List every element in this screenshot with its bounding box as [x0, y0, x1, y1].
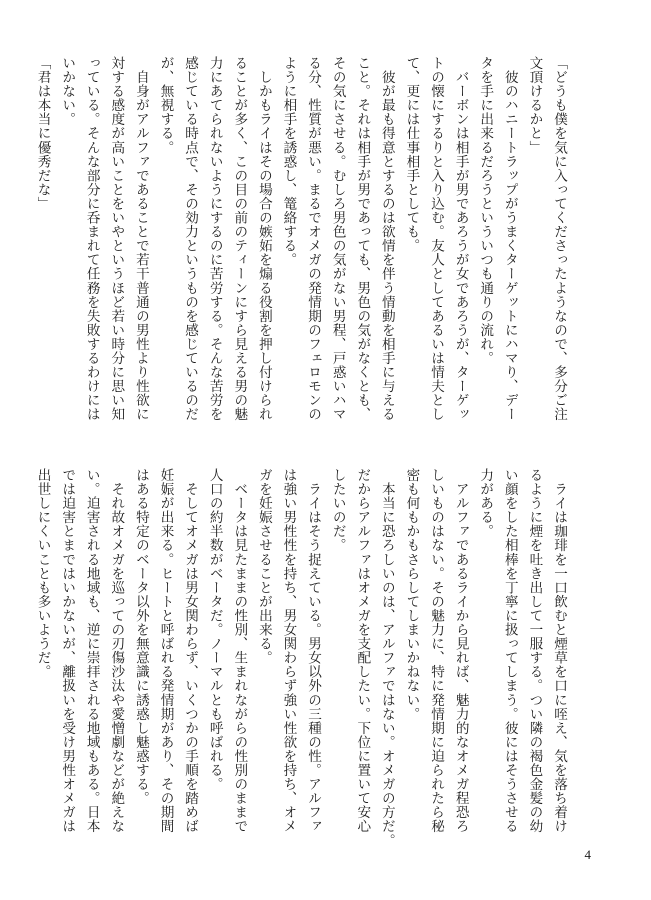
text-line: ガを妊娠させることが出来る。 [255, 468, 272, 665]
text-block-upper [34, 56, 571, 446]
text-line: 彼のハニートラップがうまくターゲットにハマり、デー [501, 56, 518, 422]
text-line: 密も何もかもさらしてしまいかねない。 [403, 468, 420, 721]
text-line: る分、性質が悪い。まるでオメガの発情期のフェロモンの [305, 56, 322, 422]
text-line: ライは珈琲を一口飲むと煙草を口に咥え、気を落ち着け [551, 468, 567, 834]
text-line: 出世しにくいことも多いようだ。 [34, 468, 51, 679]
text-line: 彼が最も得意とするのは欲情を伴う情動を相手に与える [378, 56, 395, 422]
text-line: っている。そんな部分に呑まれて任務を失敗するわけには [83, 56, 100, 422]
text-line: ように相手を誘惑し、篭絡する。 [280, 56, 297, 267]
text-line: ベータは見たままの性別、生まれながらの性別のままで [231, 468, 248, 834]
text-line: トの懐にするりと入り込む。友人としてあるいは情夫とし [428, 56, 445, 422]
text-line: だからアルファはオメガを支配したい。下位に置いて安心 [354, 468, 371, 834]
text-line: 文頂けるかと」 [526, 56, 543, 155]
text-line: 力がある。 [477, 468, 494, 539]
text-line: その気にさせる。むしろ男色の気がない男程、戸惑いハマ [329, 56, 346, 422]
text-line: しいものはない。その魅力に、特に発情期に迫られたら秘 [428, 468, 445, 834]
text-line: 本当に恐ろしいのは、アルファではない。オメガの方だ。 [378, 468, 395, 848]
text-line: 妊娠が出来る。ヒートと呼ばれる発情期があり、その期間 [157, 468, 174, 834]
text-line: こと。それは相手が男であっても、男色の気がなくとも、 [354, 56, 371, 422]
text-line: い。迫害される地域も、逆に崇拝される地域もある。日本 [83, 468, 100, 834]
text-line: るように煙を吐き出して一服する。つい隣の褐色金髪の幼 [526, 468, 543, 834]
text-line: そしてオメガは男女関わらず、いくつかの手順を踏めば [182, 468, 199, 834]
text-line: 対する感度が高いことをいやというほど若い時分に思い知 [108, 56, 125, 422]
page-number: 4 [584, 847, 591, 862]
text-line: しかもライはその場合の嫉妬を煽る役割を押し付けられ [255, 56, 272, 422]
text-line: それ故オメガを巡っての刃傷沙汰や愛憎劇などが絶えな [108, 468, 125, 834]
text-line: タを手に出来るだろうといういつも通りの流れ。 [477, 56, 494, 366]
text-line: では迫害とまではいかないが、離扱いを受け男性オメガは [59, 468, 76, 834]
text-line: バーボンは相手が男であろうが女であろうが、ターゲッ [452, 56, 469, 422]
text-line: 「君は本当に優秀だな」 [34, 56, 51, 211]
text-line: は強い男性性を持ち、男女関わらず強い性欲を持ち、オメ [280, 468, 297, 834]
text-line: はある特定のベータ以外を無意識に誘惑し魅惑する。 [132, 468, 149, 806]
text-line: 感じている時点で、その効力というものを感じているのだ [182, 56, 199, 422]
text-line: 自身がアルファであることで若干普通の男性より性欲に [132, 56, 149, 422]
text-line: 力にあてられないようにするのに苦労する。そんな苦労を [206, 56, 223, 422]
text-line: ライはそう捉えている。男女以外の三種の性。アルファ [305, 468, 322, 834]
text-block-lower [34, 468, 571, 848]
text-line: したいのだ。 [329, 468, 346, 553]
text-line: ることが多く、この目の前のティーンにすら見える男の魅 [231, 56, 248, 422]
text-line: 「どうも僕を気に入ってくださったようなので、多分ご注 [551, 56, 567, 422]
text-line: が、無視する。 [157, 56, 174, 155]
text-line: アルファであるライから見れば、魅力的なオメガ程恐ろ [452, 468, 469, 834]
text-line: い顔をした相棒を丁寧に扱ってしまう。彼にはそうさせる [501, 468, 518, 834]
text-line: て、更には仕事相手としても。 [403, 56, 420, 253]
text-line: いかない。 [59, 56, 76, 127]
text-line: 人口の約半数がベータだ。ノーマルとも呼ばれる。 [206, 468, 223, 792]
